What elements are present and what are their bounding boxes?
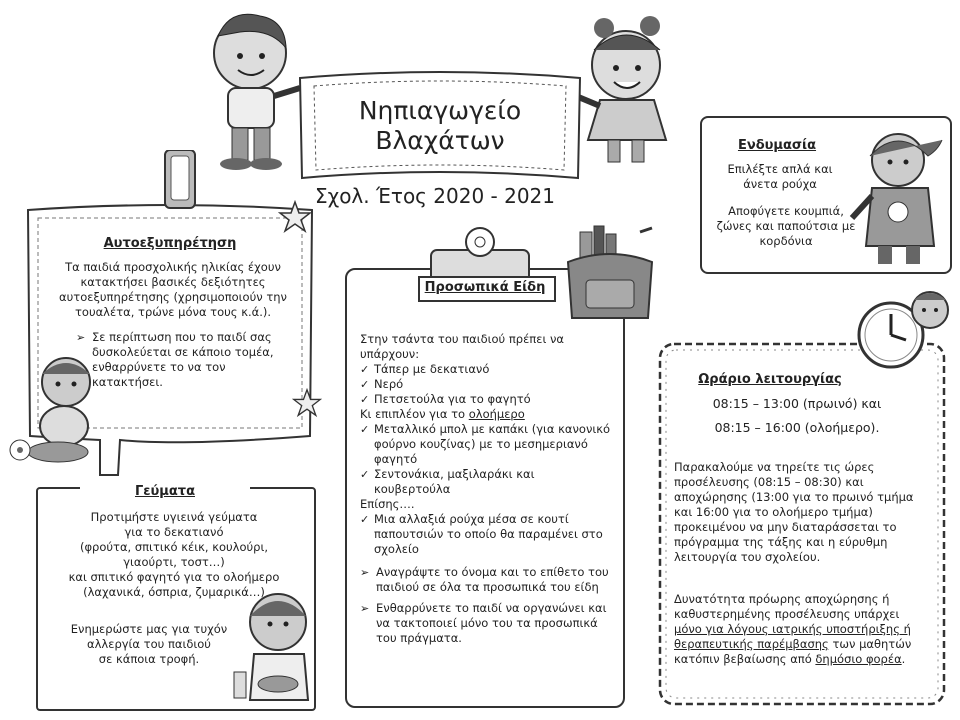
list-item: ✓ Νερό — [360, 377, 612, 392]
meals-line: για το δεκατιανό — [124, 525, 224, 539]
hours-row1: 08:15 – 13:00 (πρωινό) και — [712, 396, 882, 411]
personal-content — [360, 332, 612, 646]
clip-icon — [155, 150, 205, 212]
list-item: ✓ Μια αλλαξιά ρούχα μέσα σε κουτί παπουτσιών το οποίο θα παραμένει στο σχολείο — [360, 512, 612, 557]
girl-dressing-illustration — [848, 126, 948, 268]
meals-line: Προτιμήστε υγιεινά γεύματα — [90, 510, 258, 524]
meals-line: (φρούτα, σπιτικό κέικ, κουλούρι, — [79, 540, 269, 554]
list-item: ➢ Αναγράψτε το όνομα και το επίθετο του παιδιού σε όλα τα προσωπικά του είδη — [360, 565, 612, 595]
self-service-text: Τα παιδιά προσχολικής ηλικίας έχουν κατακτήσει βασικές δεξιότητες αυτοεξυπηρέτησης (χρησιμοποιούν την τουαλέτα, τρώνε μόνα τους κ.ά.). — [59, 260, 287, 319]
meals-line: (λαχανικά, όσπρια, ζυμαρικά…) — [83, 585, 265, 599]
kid-with-clock-illustration — [904, 286, 956, 346]
banner-title — [300, 96, 580, 156]
meals-note-line: αλλεργία του παιδιού — [87, 637, 211, 651]
personal-extra — [360, 407, 612, 422]
star-icon — [278, 200, 312, 234]
self-service-title: Αυτοεξυπηρέτηση — [103, 236, 237, 251]
meals-note-line: σε κάποια τροφή. — [98, 652, 200, 666]
hours-para2 — [674, 592, 924, 667]
personal-also: Επίσης…. — [360, 497, 415, 511]
list-item: ✓ Σεντονάκια, μαξιλαράκι και κουβερτούλα — [360, 467, 612, 497]
hours-para2-b: των μαθητών κατόπιν βεβαίωσης από — [674, 637, 912, 666]
hours-para1: Παρακαλούμε να τηρείτε τις ώρες προσέλευσης (08:15 – 08:30) και αποχώρησης (13:00 για το πρωινό τμήμα και 16:00 για το ολοήμερο τμήμα) προκειμένου να μην διαταράσσεται το πρόγραμμα της τάξης και η εύρυθμη λειτουργία του σχολείου. — [674, 460, 914, 564]
school-year: Σχολ. Έτος 2020 - 2021 — [315, 184, 555, 208]
meals-line: γιαούρτι, τοστ…) — [123, 555, 225, 569]
clothing-p1: Επιλέξτε απλά και άνετα ρούχα — [727, 162, 833, 191]
hours-title: Ωράριο λειτουργίας — [698, 372, 842, 387]
list-item: ➢ Ενθαρρύνετε το παιδί να οργανώνει και να τακτοποιεί μόνο του τα προσωπικά του πράγματα. — [360, 601, 612, 646]
meals-line: και σπιτικό φαγητό για το ολοήμερο — [68, 570, 280, 584]
personal-intro: Στην τσάντα του παιδιού πρέπει να υπάρχουν: — [360, 332, 565, 361]
hours-row2: 08:15 – 16:00 (ολοήμερο). — [714, 420, 880, 435]
meals-text — [42, 510, 306, 600]
clothing-p2: Αποφύγετε κουμπιά, ζώνες και παπούτσια με κορδόνια — [716, 204, 856, 248]
meals-note-line: Ενημερώστε μας για τυχόν — [70, 622, 228, 636]
banner-title-line1: Νηπιαγωγείο — [358, 96, 522, 125]
hours-para2-a: Δυνατότητα πρόωρης αποχώρησης ή καθυστερημένης προσέλευσης υπάρχει — [674, 592, 900, 621]
backpack-illustration — [560, 222, 660, 322]
clipboard-clip-icon — [425, 224, 535, 284]
banner-title-line2: Βλαχάτων — [375, 126, 505, 155]
list-item: ✓ Τάπερ με δεκατιανό — [360, 362, 612, 377]
personal-extra-link: ολοήμερο — [468, 407, 525, 421]
hours-para2-u: μόνο για λόγους ιατρικής υποστήριξης ή θεραπευτικής παρέμβασης — [674, 622, 911, 651]
meals-note — [54, 622, 244, 667]
clothing-title: Ενδυμασία — [737, 138, 817, 153]
personal-title: Προσωπικά Είδη — [424, 280, 546, 295]
meals-title: Γεύματα — [80, 484, 250, 499]
self-service-bullet — [76, 330, 276, 390]
list-item: ➢ Σε περίπτωση που το παιδί σας δυσκολεύεται σε κάποιο τομέα, ενθαρρύνετε το να τον κατακτήσει. — [76, 330, 276, 390]
hours-para2-u2: δημόσιο φορέα — [815, 652, 902, 666]
list-item: ✓ Μεταλλικό μπολ με καπάκι (για κανονικό φούρνο κουζίνας) με το μεσημεριανό φαγητό — [360, 422, 612, 467]
child-eating-illustration — [228, 588, 318, 708]
personal-extra-prefix: Κι επιπλέον για το — [360, 407, 469, 421]
hours-para2-c: . — [901, 652, 906, 666]
star-icon — [292, 388, 322, 418]
toddler-illustration — [6, 352, 106, 470]
list-item: ✓ Πετσετούλα για το φαγητό — [360, 392, 612, 407]
